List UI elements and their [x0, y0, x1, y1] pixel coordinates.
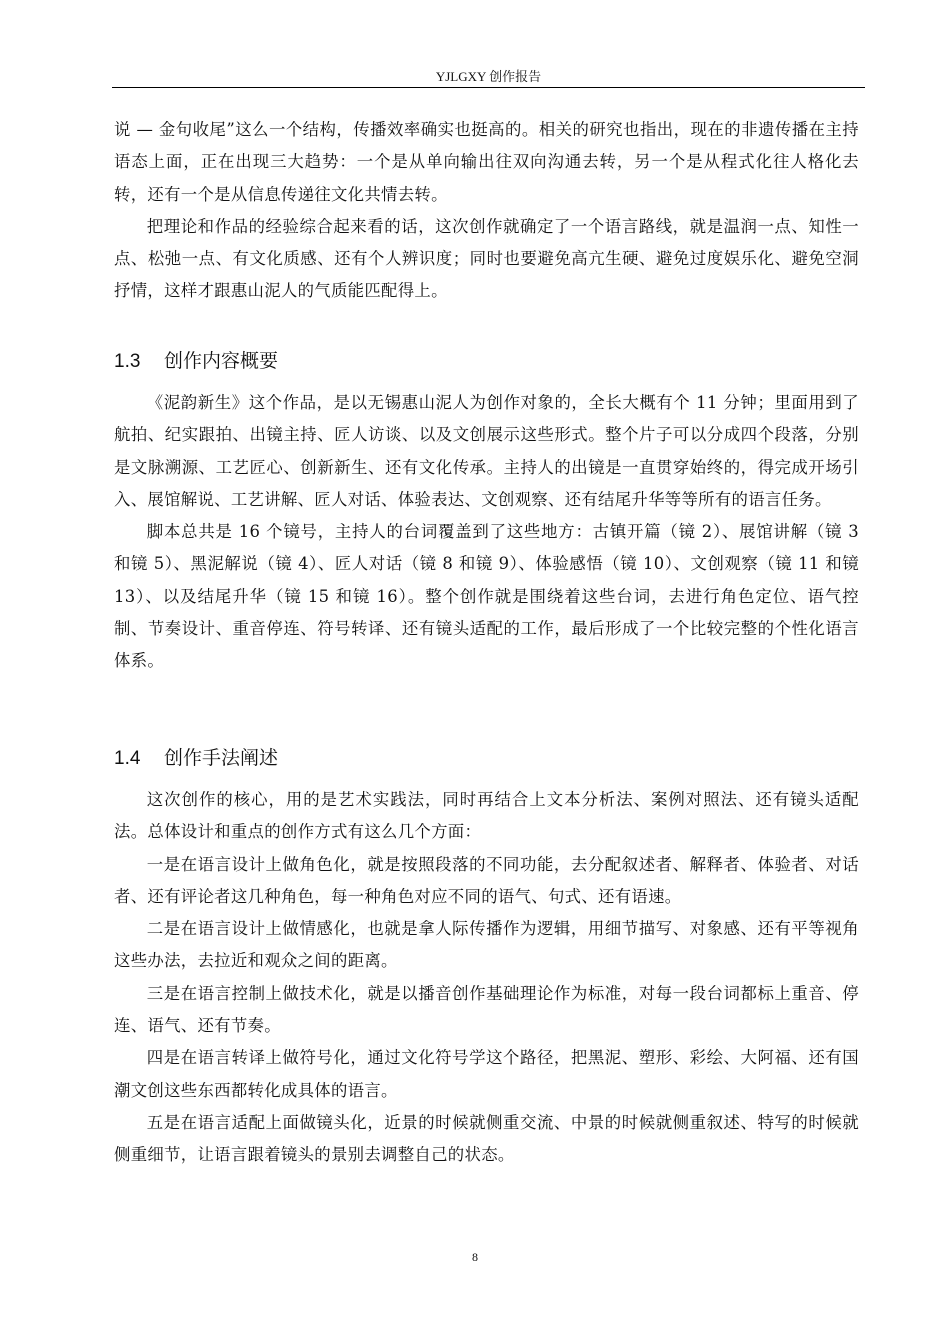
paragraph: 五是在语言适配上面做镜头化，近景的时候就侧重交流、中景的时候就侧重叙述、特写的时候就侧重细节，让语言跟着镜头的景别去调整自己的状态。 [114, 1112, 859, 1165]
intro-paragraph-2: 把理论和作品的经验综合起来看的话，这次创作就确定了一个语言路线，就是温润一点、知性一点、松弛一点、有文化质感、还有个人辨识度；同时也要避免高亢生硬、避免过度娱乐化、避免空洞抒情，这样才跟惠山泥人的气质能匹配得上。 [114, 216, 859, 301]
section-title: 创作手法阐述 [164, 747, 279, 769]
section-heading-1-3 [114, 349, 278, 374]
section-1-4-body [114, 784, 859, 1172]
section-heading-1-4 [114, 746, 278, 771]
section-number: 1.3 [114, 351, 141, 372]
paragraph: 二是在语言设计上做情感化，也就是拿人际传播作为逻辑，用细节描写、对象感、还有平等视角这些办法，去拉近和观众之间的距离。 [114, 919, 859, 971]
header-rule [112, 87, 865, 88]
paragraph: 脚本总共是 16 个镜号，主持人的台词覆盖到了这些地方：古镇开篇（镜 2）、展馆讲解（镜 3 和镜 5）、黑泥解说（镜 4）、匠人对话（镜 8 和镜 9）、体验感悟（镜 10）、文创观察（镜 11 和镜 13）、以及结尾升华（镜 15 和镜 16）。整个创作就是围绕着这些台词，去进行角色定位、语气控制、节奏设计、重音停连、符号转译、还有镜头适配的工作，最后形成了一个比较完整的个性化语言体系。 [114, 522, 859, 671]
paragraph: 四是在语言转译上做符号化，通过文化符号学这个路径，把黑泥、塑形、彩绘、大阿福、还有国潮文创这些东西都转化成具体的语言。 [114, 1048, 859, 1100]
paragraph: 一是在语言设计上做角色化，就是按照段落的不同功能，去分配叙述者、解释者、体验者、对话者、还有评论者这几种角色，每一种角色对应不同的语气、句式、还有语速。 [114, 854, 859, 906]
paragraph: 《泥韵新生》这个作品，是以无锡惠山泥人为创作对象的，全长大概有个 11 分钟；里面用到了航拍、纪实跟拍、出镜主持、匠人访谈、以及文创展示这些形式。整个片子可以分成四个段落，分别是文脉溯源、工艺匠心、创新新生、还有文化传承。主持人的出镜是一直贯穿始终的，得完成开场引入、展馆解说、工艺讲解、匠人对话、体验表达、文创观察、还有结尾升华等等所有的语言任务。 [114, 393, 859, 509]
section-1-3-body [114, 387, 859, 678]
intro-section [114, 114, 859, 308]
page-number: 8 [472, 1250, 478, 1264]
section-number: 1.4 [114, 748, 141, 769]
intro-paragraph-1: 说 — 金句收尾”这么一个结构，传播效率确实也挺高的。相关的研究也指出，现在的非遗传播在主持语态上面，正在出现三大趋势：一个是从单向输出往双向沟通去转，另一个是从程式化往人格化去转，还有一个是从信息传递往文化共情去转。 [114, 120, 859, 204]
paragraph: 这次创作的核心，用的是艺术实践法，同时再结合上文本分析法、案例对照法、还有镜头适配法。总体设计和重点的创作方式有这么几个方面： [114, 790, 859, 842]
paragraph: 三是在语言控制上做技术化，就是以播音创作基础理论作为标准，对每一段台词都标上重音、停连、语气、还有节奏。 [114, 983, 859, 1036]
running-header: YJLGXY 创作报告 [435, 69, 542, 84]
section-title: 创作内容概要 [164, 350, 279, 372]
